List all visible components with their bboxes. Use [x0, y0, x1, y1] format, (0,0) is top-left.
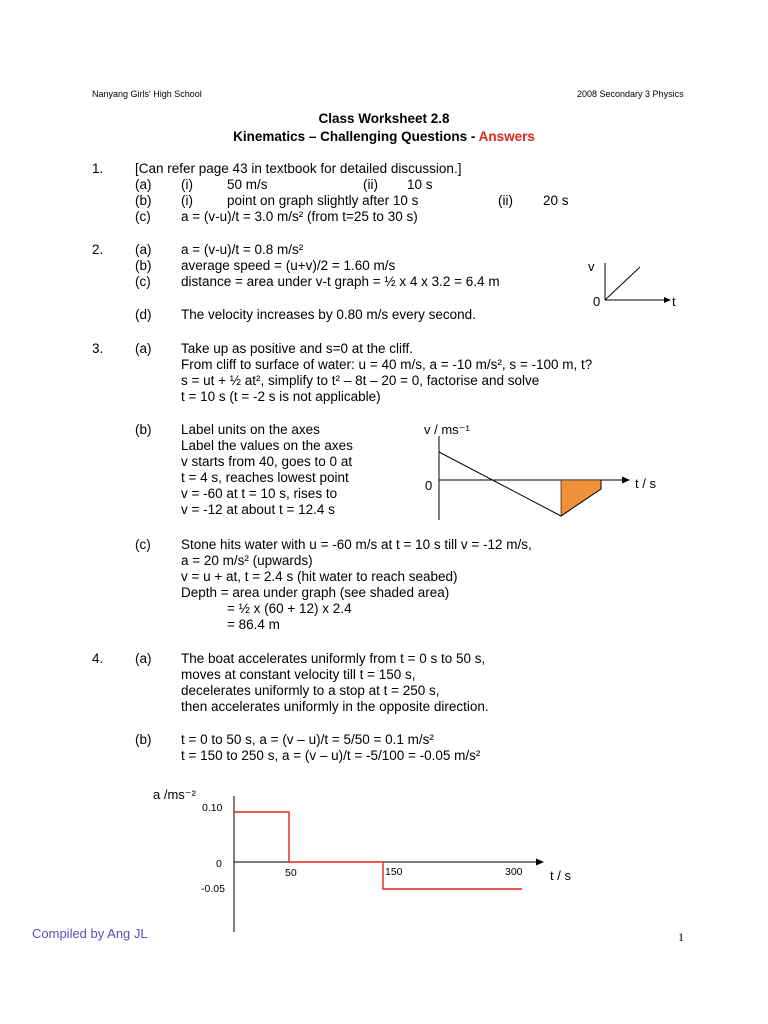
q2-vt-sketch [585, 255, 685, 315]
q2-velocity-line [605, 267, 640, 300]
q3a-label: (a) [135, 341, 152, 356]
q4b-line: t = 0 to 50 s, a = (v – u)/t = 5/50 = 0.1 m/s² [181, 732, 434, 747]
q4a-line: then accelerates uniformly in the opposite direction. [181, 699, 489, 714]
q2-number: 2. [92, 242, 104, 257]
q2b-text: average speed = (u+v)/2 = 1.60 m/s [181, 258, 396, 273]
q4-xtick-300: 300 [505, 866, 523, 878]
q3-shaded-area [561, 480, 601, 516]
q4-acceleration-line [234, 812, 522, 889]
q3a-line: t = 10 s (t = -2 s is not applicable) [181, 389, 381, 404]
q3c-line: = ½ x (60 + 12) x 2.4 [227, 601, 352, 616]
q1-number: 1. [92, 161, 104, 176]
q3a-line: From cliff to surface of water: u = 40 m/s, a = -10 m/s², s = -100 m, t? [181, 357, 593, 372]
worksheet-subtitle: Kinematics – Challenging Questions - Answers [233, 129, 535, 144]
q1a-ii-label: (ii) [363, 177, 378, 192]
q3b-label: (b) [135, 422, 152, 437]
q2-x-label: t [672, 294, 676, 309]
q1a-i-text: 50 m/s [227, 177, 268, 192]
q4-y-label: a /ms⁻² [153, 787, 196, 802]
q2c-label: (c) [135, 274, 151, 289]
q1b-ii-text: 20 s [543, 193, 569, 208]
q1b-ii-label: (ii) [498, 193, 513, 208]
q3c-label: (c) [135, 537, 151, 552]
q3-x-arrow [622, 477, 630, 484]
q3b-line: v = -12 at about t = 12.4 s [181, 502, 335, 517]
q4-xtick-150: 150 [385, 866, 403, 878]
q1b-i-label: (i) [181, 193, 193, 208]
q4-ytick-neg: -0.05 [201, 883, 225, 895]
q3-vt-graph [420, 418, 670, 526]
q3-origin-label: 0 [425, 478, 433, 493]
answers-label: Answers [478, 129, 535, 144]
q1c-text: a = (v-u)/t = 3.0 m/s² (from t=25 to 30 s) [181, 209, 418, 224]
q3-y-label: v / ms⁻¹ [424, 422, 470, 437]
q4a-line: The boat accelerates uniformly from t = 0 s to 50 s, [181, 651, 486, 666]
page-number: 1 [678, 930, 684, 944]
q1b-i-text: point on graph slightly after 10 s [227, 193, 419, 208]
q3b-line: Label units on the axes [181, 422, 320, 437]
q3c-line: = 86.4 m [227, 617, 280, 632]
q2-x-arrow [664, 297, 671, 303]
q4a-line: decelerates uniformly to a stop at t = 250 s, [181, 683, 440, 698]
q1c-label: (c) [135, 209, 151, 224]
q2d-text: The velocity increases by 0.80 m/s every second. [181, 307, 476, 322]
q2-y-label: v [588, 259, 595, 274]
q2a-label: (a) [135, 242, 152, 257]
q2b-label: (b) [135, 258, 152, 273]
q1-intro: [Can refer page 43 in textbook for detailed discussion.] [135, 161, 462, 176]
school-name: Nanyang Girls' High School [92, 89, 202, 99]
q2d-label: (d) [135, 307, 152, 322]
q3a-line: s = ut + ½ at², simplify to t² – 8t – 20 = 0, factorise and solve [181, 373, 540, 388]
q3b-line: t = 4 s, reaches lowest point [181, 470, 349, 485]
course-name: 2008 Secondary 3 Physics [577, 89, 684, 99]
q4a-line: moves at constant velocity till t = 150 s, [181, 667, 416, 682]
q1a-label: (a) [135, 177, 152, 192]
q3-x-label: t / s [635, 476, 656, 491]
q3b-line: v = -60 at t = 10 s, rises to [181, 486, 338, 501]
q2c-text: distance = area under v-t graph = ½ x 4 x 3.2 = 6.4 m [181, 274, 500, 289]
q3c-line: Depth = area under graph (see shaded area) [181, 585, 450, 600]
q3-number: 3. [92, 341, 104, 356]
q3b-line: v starts from 40, goes to 0 at [181, 454, 353, 469]
q3b-line: Label the values on the axes [181, 438, 353, 453]
q4a-label: (a) [135, 651, 152, 666]
compiled-by: Compiled by Ang JL [32, 926, 148, 941]
q3c-line: a = 20 m/s² (upwards) [181, 553, 313, 568]
q2-origin-label: 0 [593, 294, 601, 309]
q3a-line: Take up as positive and s=0 at the cliff. [181, 341, 414, 356]
q1b-label: (b) [135, 193, 152, 208]
q4b-label: (b) [135, 732, 152, 747]
q2a-text: a = (v-u)/t = 0.8 m/s² [181, 242, 304, 257]
q4-ytick-top: 0.10 [202, 802, 223, 814]
q4-number: 4. [92, 651, 104, 666]
q4-x-arrow [536, 859, 544, 866]
q4-at-graph [150, 782, 590, 934]
worksheet-title: Class Worksheet 2.8 [318, 111, 450, 126]
q1a-i-label: (i) [181, 177, 193, 192]
q4-ytick-zero: 0 [216, 858, 222, 870]
q3c-line: v = u + at, t = 2.4 s (hit water to reach seabed) [181, 569, 458, 584]
q3c-line: Stone hits water with u = -60 m/s at t = 10 s till v = -12 m/s, [181, 537, 532, 552]
q4b-line: t = 150 to 250 s, a = (v – u)/t = -5/100 = -0.05 m/s² [181, 748, 481, 763]
q4-xtick-50: 50 [285, 867, 297, 879]
q4-x-label: t / s [550, 868, 571, 883]
q1a-ii-text: 10 s [407, 177, 433, 192]
